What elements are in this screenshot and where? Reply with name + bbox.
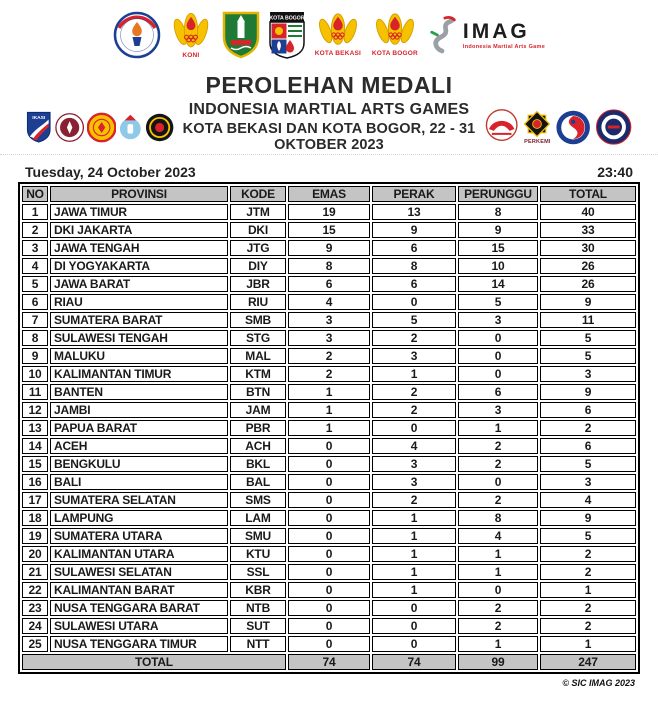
province-row [22, 456, 636, 472]
cell-perak: 3 [372, 474, 456, 490]
cell-no: 5 [22, 276, 48, 292]
cell-no: 3 [22, 240, 48, 256]
province-row [22, 402, 636, 418]
province-row [22, 528, 636, 544]
cell-perunggu: 4 [458, 528, 538, 544]
cell-kode: NTB [230, 600, 286, 616]
cell-no: 18 [22, 510, 48, 526]
province-row [22, 510, 636, 526]
perkemi-logo-icon [522, 109, 552, 146]
cell-provinsi: NUSA TENGGARA TIMUR [50, 636, 228, 652]
koni-kota-bogor-label: KOTA BOGOR [371, 50, 418, 58]
federation-logo-2-icon [55, 112, 84, 143]
cell-emas: 0 [288, 636, 370, 652]
cell-perunggu: 8 [458, 204, 538, 220]
cell-kode: MAL [230, 348, 286, 364]
cell-kode: DKI [230, 222, 286, 238]
cell-perak: 1 [372, 528, 456, 544]
cell-no: 24 [22, 618, 48, 634]
cell-emas: 0 [288, 456, 370, 472]
province-row [22, 258, 636, 274]
cell-provinsi: SUMATERA BARAT [50, 312, 228, 328]
cell-provinsi: NUSA TENGGARA BARAT [50, 600, 228, 616]
cell-perak: 0 [372, 600, 456, 616]
cell-no: 2 [22, 222, 48, 238]
cell-perak: 3 [372, 348, 456, 364]
cell-emas: 3 [288, 312, 370, 328]
cell-total: 2 [540, 420, 636, 436]
cell-total: 3 [540, 474, 636, 490]
total-perunggu: 99 [458, 654, 538, 670]
cell-kode: SMU [230, 528, 286, 544]
statusbar [25, 164, 633, 180]
cell-no: 23 [22, 600, 48, 616]
cell-emas: 0 [288, 600, 370, 616]
total-label: TOTAL [22, 654, 286, 670]
imag-tagline: Indonesia Martial Arts Game [462, 44, 546, 50]
cell-perak: 2 [372, 492, 456, 508]
cell-provinsi: KALIMANTAN BARAT [50, 582, 228, 598]
cell-emas: 6 [288, 276, 370, 292]
cell-provinsi: LAMPUNG [50, 510, 228, 526]
cell-provinsi: KALIMANTAN TIMUR [50, 366, 228, 382]
cell-total: 9 [540, 294, 636, 310]
province-row [22, 420, 636, 436]
cell-total: 9 [540, 384, 636, 400]
cell-total: 1 [540, 636, 636, 652]
cell-provinsi: JAWA BARAT [50, 276, 228, 292]
event-subtitle [174, 101, 484, 153]
left-federation-logos [26, 110, 174, 144]
ikasi-logo-icon [26, 110, 52, 144]
cell-kode: SMS [230, 492, 286, 508]
cell-total: 5 [540, 528, 636, 544]
cell-provinsi: BALI [50, 474, 228, 490]
cell-provinsi: DKI JAKARTA [50, 222, 228, 238]
cell-emas: 4 [288, 294, 370, 310]
cell-provinsi: ACEH [50, 438, 228, 454]
col-header-kode: KODE [230, 186, 286, 202]
koni-label: KONI [182, 52, 200, 60]
federation-logo-8-icon [555, 109, 591, 146]
cell-perak: 2 [372, 402, 456, 418]
federation-logo-5-icon [145, 112, 174, 143]
col-header-emas: EMAS [288, 186, 370, 202]
cell-no: 16 [22, 474, 48, 490]
cell-perak: 9 [372, 222, 456, 238]
cell-no: 10 [22, 366, 48, 382]
province-row [22, 600, 636, 616]
cell-total: 1 [540, 582, 636, 598]
federation-logo-3-icon [87, 112, 116, 143]
right-federation-logos [484, 108, 632, 146]
col-header-no: NO [22, 186, 48, 202]
province-row [22, 366, 636, 382]
cell-emas: 1 [288, 402, 370, 418]
province-row [22, 312, 636, 328]
cell-perunggu: 6 [458, 384, 538, 400]
cell-provinsi: BENGKULU [50, 456, 228, 472]
imag-wordmark: IMAG [462, 20, 530, 43]
col-header-perunggu: PERUNGGU [458, 186, 538, 202]
cell-total: 26 [540, 258, 636, 274]
province-row [22, 330, 636, 346]
koni-kota-bogor-logo-icon [370, 12, 420, 58]
top-organizer-logos [0, 8, 658, 62]
cell-provinsi: JAWA TENGAH [50, 240, 228, 256]
cell-perak: 13 [372, 204, 456, 220]
province-row [22, 618, 636, 634]
koni-kota-bekasi-logo-icon [313, 12, 363, 58]
cell-perak: 1 [372, 546, 456, 562]
cell-total: 40 [540, 204, 636, 220]
cell-no: 20 [22, 546, 48, 562]
cell-kode: KTU [230, 546, 286, 562]
cell-kode: JTG [230, 240, 286, 256]
cell-kode: SMB [230, 312, 286, 328]
federation-logo-4-icon [119, 112, 142, 142]
cell-kode: KBR [230, 582, 286, 598]
cell-emas: 19 [288, 204, 370, 220]
cell-perak: 2 [372, 330, 456, 346]
total-emas: 74 [288, 654, 370, 670]
cell-emas: 0 [288, 438, 370, 454]
cell-kode: NTT [230, 636, 286, 652]
cell-total: 2 [540, 564, 636, 580]
cell-no: 19 [22, 528, 48, 544]
cell-no: 8 [22, 330, 48, 346]
cell-provinsi: SULAWESI TENGAH [50, 330, 228, 346]
cell-total: 33 [540, 222, 636, 238]
cell-provinsi: JAMBI [50, 402, 228, 418]
cell-provinsi: SUMATERA UTARA [50, 528, 228, 544]
cell-kode: BAL [230, 474, 286, 490]
kota-bogor-emblem-label: KOTA BOGOR [269, 15, 305, 22]
total-total: 247 [540, 654, 636, 670]
sports-council-round-logo-icon [113, 11, 161, 59]
province-row [22, 474, 636, 490]
cell-emas: 0 [288, 582, 370, 598]
cell-emas: 0 [288, 618, 370, 634]
cell-perunggu: 0 [458, 348, 538, 364]
table-total-row [22, 654, 636, 670]
table-header-row [22, 186, 636, 202]
page-title: PEROLEHAN MEDALI [205, 72, 453, 98]
cell-perunggu: 3 [458, 312, 538, 328]
cell-no: 7 [22, 312, 48, 328]
cell-total: 30 [540, 240, 636, 256]
cell-kode: DIY [230, 258, 286, 274]
copyright-credit: © SIC IMAG 2023 [562, 678, 635, 688]
medal-table [18, 182, 640, 674]
cell-kode: BTN [230, 384, 286, 400]
cell-kode: PBR [230, 420, 286, 436]
cell-provinsi: JAWA TIMUR [50, 204, 228, 220]
cell-provinsi: SULAWESI SELATAN [50, 564, 228, 580]
kota-bekasi-city-emblem-icon [221, 10, 261, 60]
cell-no: 11 [22, 384, 48, 400]
cell-no: 13 [22, 420, 48, 436]
cell-no: 15 [22, 456, 48, 472]
cell-no: 17 [22, 492, 48, 508]
province-row [22, 636, 636, 652]
cell-kode: ACH [230, 438, 286, 454]
cell-total: 6 [540, 438, 636, 454]
cell-perunggu: 1 [458, 546, 538, 562]
cell-perunggu: 1 [458, 636, 538, 652]
cell-perunggu: 1 [458, 420, 538, 436]
cell-kode: BKL [230, 456, 286, 472]
cell-provinsi: BANTEN [50, 384, 228, 400]
cell-perunggu: 1 [458, 564, 538, 580]
cell-perak: 0 [372, 420, 456, 436]
cell-no: 25 [22, 636, 48, 652]
cell-kode: JBR [230, 276, 286, 292]
cell-emas: 1 [288, 420, 370, 436]
cell-kode: SUT [230, 618, 286, 634]
cell-emas: 9 [288, 240, 370, 256]
cell-no: 9 [22, 348, 48, 364]
cell-emas: 0 [288, 492, 370, 508]
cell-no: 4 [22, 258, 48, 274]
province-row [22, 384, 636, 400]
cell-total: 4 [540, 492, 636, 508]
cell-perak: 4 [372, 438, 456, 454]
date-label: Tuesday, 24 October 2023 [25, 164, 196, 180]
province-row [22, 564, 636, 580]
cell-perak: 8 [372, 258, 456, 274]
cell-total: 9 [540, 510, 636, 526]
cell-provinsi: PAPUA BARAT [50, 420, 228, 436]
province-row [22, 438, 636, 454]
cell-perak: 5 [372, 312, 456, 328]
cell-perak: 0 [372, 618, 456, 634]
koni-logo-icon [168, 10, 214, 60]
cell-kode: STG [230, 330, 286, 346]
cell-perak: 3 [372, 456, 456, 472]
cell-perunggu: 3 [458, 402, 538, 418]
cell-perak: 6 [372, 276, 456, 292]
cell-perunggu: 8 [458, 510, 538, 526]
cell-total: 6 [540, 402, 636, 418]
cell-no: 22 [22, 582, 48, 598]
imag-swoosh-icon [427, 14, 459, 56]
cell-emas: 0 [288, 546, 370, 562]
cell-perunggu: 2 [458, 456, 538, 472]
cell-provinsi: SUMATERA SELATAN [50, 492, 228, 508]
event-location-dates: KOTA BEKASI DAN KOTA BOGOR, 22 - 31 OKTOBER 2023 [182, 121, 476, 153]
cell-kode: JTM [230, 204, 286, 220]
cell-total: 2 [540, 600, 636, 616]
cell-provinsi: MALUKU [50, 348, 228, 364]
federation-logo-9-icon [595, 108, 632, 146]
cell-provinsi: SULAWESI UTARA [50, 618, 228, 634]
subtitle-row [0, 103, 658, 151]
province-row [22, 492, 636, 508]
cell-emas: 8 [288, 258, 370, 274]
cell-emas: 0 [288, 564, 370, 580]
cell-kode: KTM [230, 366, 286, 382]
cell-perunggu: 15 [458, 240, 538, 256]
cell-no: 1 [22, 204, 48, 220]
cell-perunggu: 2 [458, 438, 538, 454]
cell-perunggu: 0 [458, 474, 538, 490]
cell-no: 12 [22, 402, 48, 418]
cell-perunggu: 2 [458, 492, 538, 508]
cell-emas: 3 [288, 330, 370, 346]
federation-logo-6-icon [484, 108, 519, 146]
cell-perak: 1 [372, 510, 456, 526]
total-perak: 74 [372, 654, 456, 670]
cell-no: 14 [22, 438, 48, 454]
col-header-total: TOTAL [540, 186, 636, 202]
koni-kota-bekasi-label: KOTA BEKASI [314, 50, 362, 58]
province-row [22, 204, 636, 220]
cell-emas: 0 [288, 528, 370, 544]
cell-total: 5 [540, 330, 636, 346]
cell-provinsi: DI YOGYAKARTA [50, 258, 228, 274]
cell-total: 26 [540, 276, 636, 292]
cell-emas: 0 [288, 474, 370, 490]
cell-perunggu: 2 [458, 618, 538, 634]
cell-perak: 1 [372, 582, 456, 598]
imag-logo-icon [427, 14, 545, 56]
perkemi-label: PERKEMI [524, 138, 551, 145]
cell-perunggu: 0 [458, 582, 538, 598]
cell-total: 5 [540, 456, 636, 472]
cell-perak: 1 [372, 366, 456, 382]
province-row [22, 240, 636, 256]
cell-total: 3 [540, 366, 636, 382]
province-row [22, 222, 636, 238]
cell-total: 2 [540, 618, 636, 634]
header-divider [0, 154, 658, 155]
cell-perunggu: 10 [458, 258, 538, 274]
cell-kode: LAM [230, 510, 286, 526]
cell-provinsi: RIAU [50, 294, 228, 310]
cell-no: 21 [22, 564, 48, 580]
event-name: INDONESIA MARTIAL ARTS GAMES [188, 101, 470, 118]
cell-emas: 15 [288, 222, 370, 238]
cell-total: 11 [540, 312, 636, 328]
col-header-perak: PERAK [372, 186, 456, 202]
province-row [22, 276, 636, 292]
cell-total: 2 [540, 546, 636, 562]
cell-kode: JAM [230, 402, 286, 418]
province-row [22, 294, 636, 310]
cell-perunggu: 5 [458, 294, 538, 310]
ikasi-label: IKASI [32, 115, 46, 121]
cell-perunggu: 0 [458, 330, 538, 346]
cell-total: 5 [540, 348, 636, 364]
cell-provinsi: KALIMANTAN UTARA [50, 546, 228, 562]
cell-perak: 0 [372, 636, 456, 652]
kota-bogor-city-emblem-icon [268, 10, 306, 60]
cell-perunggu: 14 [458, 276, 538, 292]
cell-perak: 6 [372, 240, 456, 256]
cell-emas: 1 [288, 384, 370, 400]
province-row [22, 546, 636, 562]
cell-kode: RIU [230, 294, 286, 310]
cell-no: 6 [22, 294, 48, 310]
cell-perunggu: 9 [458, 222, 538, 238]
cell-emas: 0 [288, 510, 370, 526]
cell-emas: 2 [288, 366, 370, 382]
cell-perunggu: 2 [458, 600, 538, 616]
cell-perunggu: 0 [458, 366, 538, 382]
cell-emas: 2 [288, 348, 370, 364]
time-label: 23:40 [597, 164, 633, 180]
cell-perak: 1 [372, 564, 456, 580]
cell-perak: 2 [372, 384, 456, 400]
province-row [22, 582, 636, 598]
cell-perak: 0 [372, 294, 456, 310]
col-header-provinsi: PROVINSI [50, 186, 228, 202]
province-row [22, 348, 636, 364]
cell-kode: SSL [230, 564, 286, 580]
